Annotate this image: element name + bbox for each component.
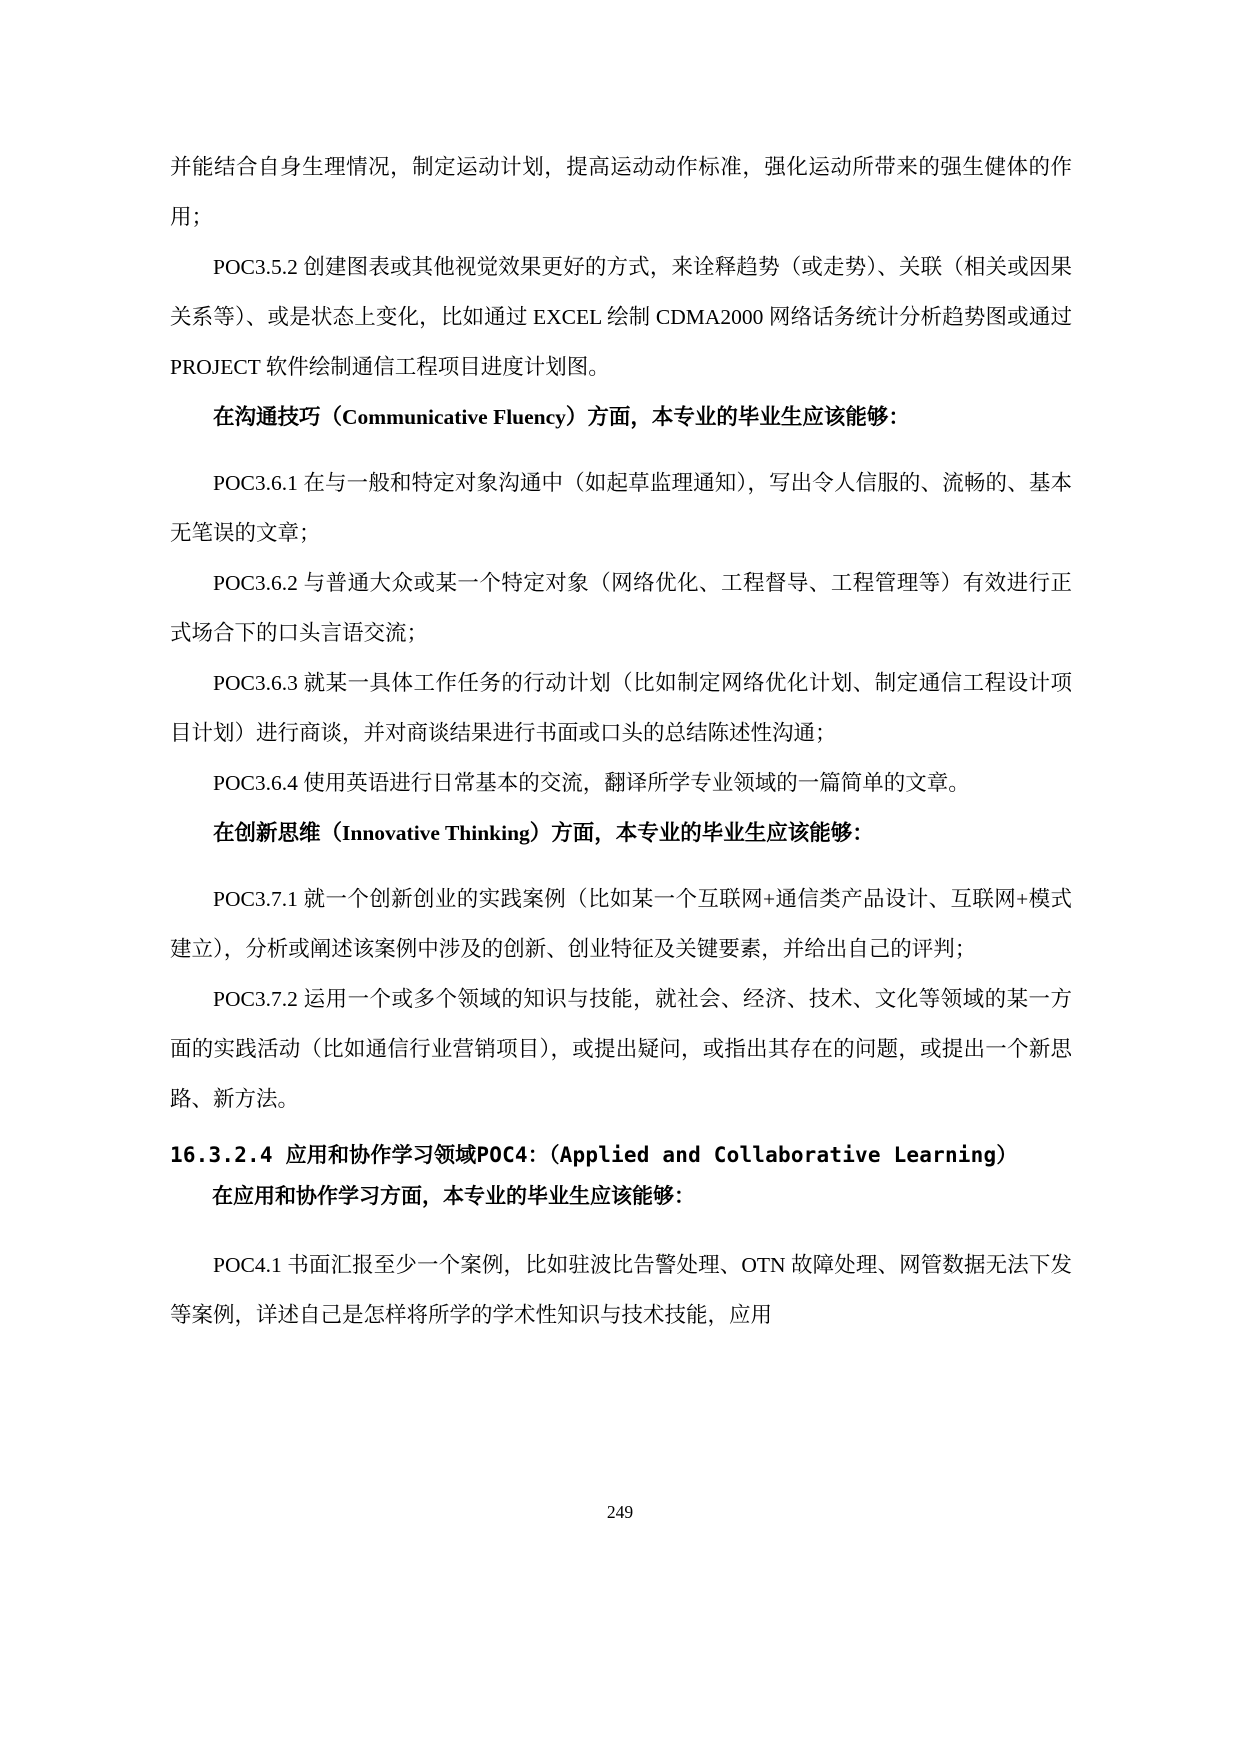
subheading-applied-collaborative: 在应用和协作学习方面，本专业的毕业生应该能够： bbox=[212, 1185, 695, 1208]
paragraph-poc364: POC3.6.4 使用英语进行日常基本的交流，翻译所学专业领域的一篇简单的文章。 bbox=[213, 771, 970, 795]
paragraph-poc372: POC3.7.2 运用一个或多个领域的知识与技能，就社会、经济、技术、文化等领域的某一方面的实践活动（比如通信行业营销项目），或提出疑问，或指出其存在的问题，或提出一个新思路、新方法。 bbox=[170, 987, 1072, 1111]
section-heading-16-3-2-4: 16.3.2.4 应用和协作学习领域POC4：（Applied and Collaborative Learning） bbox=[170, 1143, 1018, 1167]
paragraph-poc352: POC3.5.2 创建图表或其他视觉效果更好的方式，来诠释趋势（或走势）、关联（相关或因果关系等）、或是状态上变化，比如通过 EXCEL 绘制 CDMA2000 网络话务统计分析趋势图或通过 PROJECT 软件绘制通信工程项目进度计划图。 bbox=[170, 255, 1072, 379]
paragraph-poc363: POC3.6.3 就某一具体工作任务的行动计划（比如制定网络优化计划、制定通信工程设计项目计划）进行商谈，并对商谈结果进行书面或口头的总结陈述性沟通； bbox=[170, 671, 1072, 745]
heading-communicative-fluency: 在沟通技巧（Communicative Fluency）方面，本专业的毕业生应该能够： bbox=[213, 405, 910, 429]
paragraph-poc361: POC3.6.1 在与一般和特定对象沟通中（如起草监理通知），写出令人信服的、流畅的、基本无笔误的文章； bbox=[170, 471, 1072, 545]
page-body bbox=[170, 142, 1072, 1340]
paragraph-poc371: POC3.7.1 就一个创新创业的实践案例（比如某一个互联网+通信类产品设计、互联网+模式建立），分析或阐述该案例中涉及的创新、创业特征及关键要素，并给出自己的评判； bbox=[170, 887, 1072, 961]
paragraph-poc41: POC4.1 书面汇报至少一个案例，比如驻波比告警处理、OTN 故障处理、网管数据无法下发等案例，详述自己是怎样将所学的学术性知识与技术技能，应用 bbox=[170, 1253, 1072, 1327]
paragraph-continuation: 并能结合自身生理情况，制定运动计划，提高运动动作标准，强化运动所带来的强生健体的作用； bbox=[170, 155, 1072, 229]
heading-innovative-thinking: 在创新思维（Innovative Thinking）方面，本专业的毕业生应该能够： bbox=[213, 821, 874, 845]
paragraph-poc362: POC3.6.2 与普通大众或某一个特定对象（网络优化、工程督导、工程管理等）有效进行正式场合下的口头言语交流； bbox=[170, 571, 1072, 645]
page-number: 249 bbox=[606, 1502, 634, 1522]
